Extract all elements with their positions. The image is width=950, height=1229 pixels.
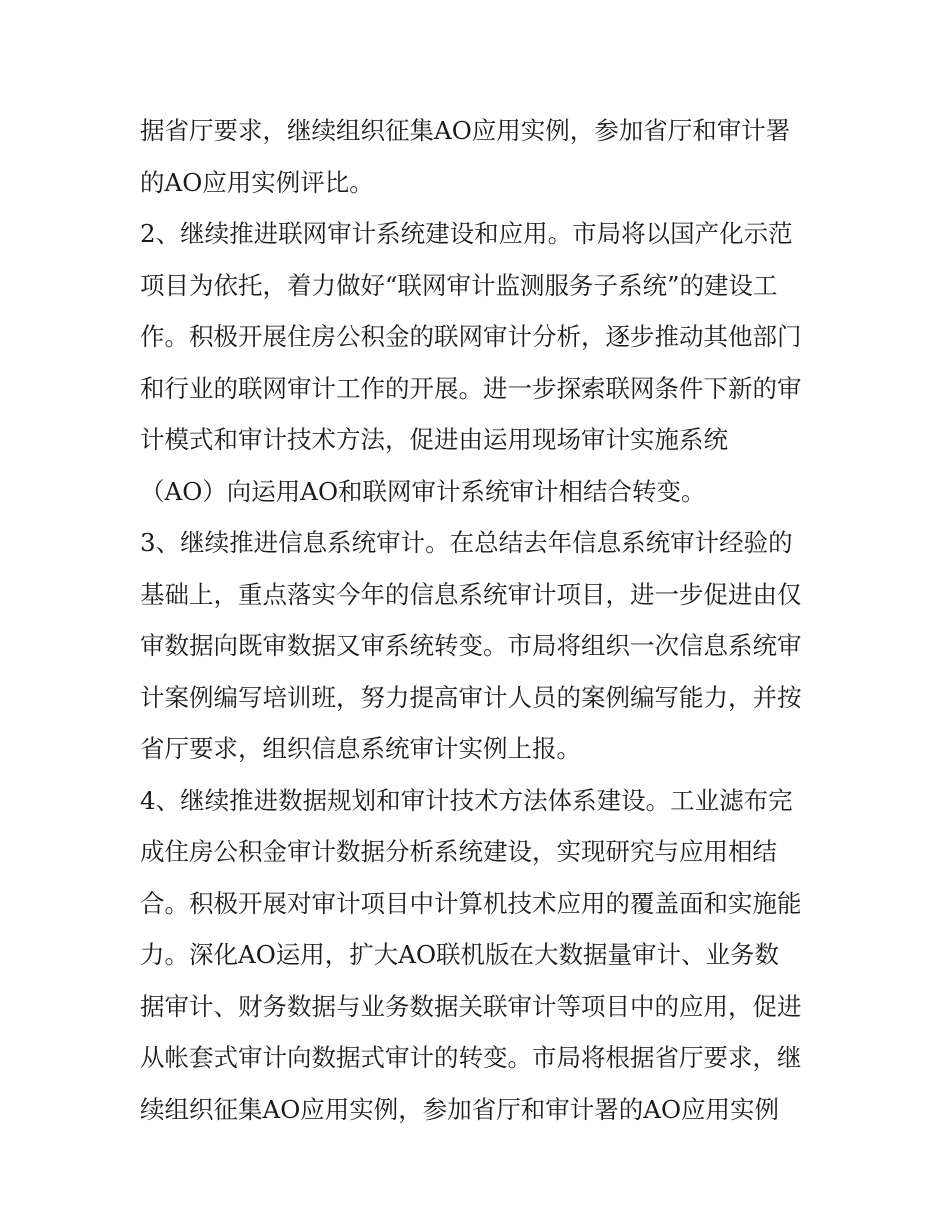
text-line: 审数据向既审数据又审系统转变。市局将组织一次信息系统审 (140, 631, 802, 660)
text-line: 据审计、财务数据与业务数据关联审计等项目中的应用，促进 (140, 991, 802, 1021)
body-text (140, 105, 820, 1135)
text-line: 2、继续推进联网审计系统建设和应用。市局将以国产化示范 (140, 219, 793, 248)
text-line: （AO）向运用AO和联网审计系统审计相结合转变。 (140, 476, 706, 506)
text-line: 和行业的联网审计工作的开展。进一步探索联网条件下新的审 (140, 373, 802, 403)
text-line: 3、继续推进信息系统审计。在总结去年信息系统审计经验的 (140, 528, 793, 557)
text-line: 从帐套式审计向数据式审计的转变。市局将根据省厅要求，继 (140, 1043, 802, 1072)
text-line: 合。积极开展对审计项目中计算机技术应用的覆盖面和实施能 (140, 888, 802, 918)
text-line: 续组织征集AO应用实例，参加省厅和审计署的AO应用实例 (140, 1094, 780, 1124)
text-line: 成住房公积金审计数据分析系统建设，实现研究与应用相结 (140, 837, 777, 866)
text-line: 计案例编写培训班，努力提高审计人员的案例编写能力，并按 (140, 682, 802, 712)
text-line: 计模式和审计技术方法，促进由运用现场审计实施系统 (140, 425, 728, 454)
text-line: 省厅要求，组织信息系统审计实例上报。 (140, 734, 581, 763)
text-line: 项目为依托，着力做好“联网审计监测服务子系统”的建设工 (140, 270, 778, 300)
text-line: 基础上，重点落实今年的信息系统审计项目，进一步促进由仅 (140, 579, 802, 609)
text-line: 据省厅要求，继续组织征集AO应用实例，参加省厅和审计署 (140, 116, 791, 145)
text-line: 力。深化AO运用，扩大AO联机版在大数据量审计、业务数 (140, 940, 780, 969)
text-line: 作。积极开展住房公积金的联网审计分析，逐步推动其他部门 (140, 322, 802, 351)
text-line: 4、继续推进数据规划和审计技术方法体系建设。工业滤布完 (140, 785, 793, 815)
text-line: 的AO应用实例评比。 (140, 167, 374, 197)
